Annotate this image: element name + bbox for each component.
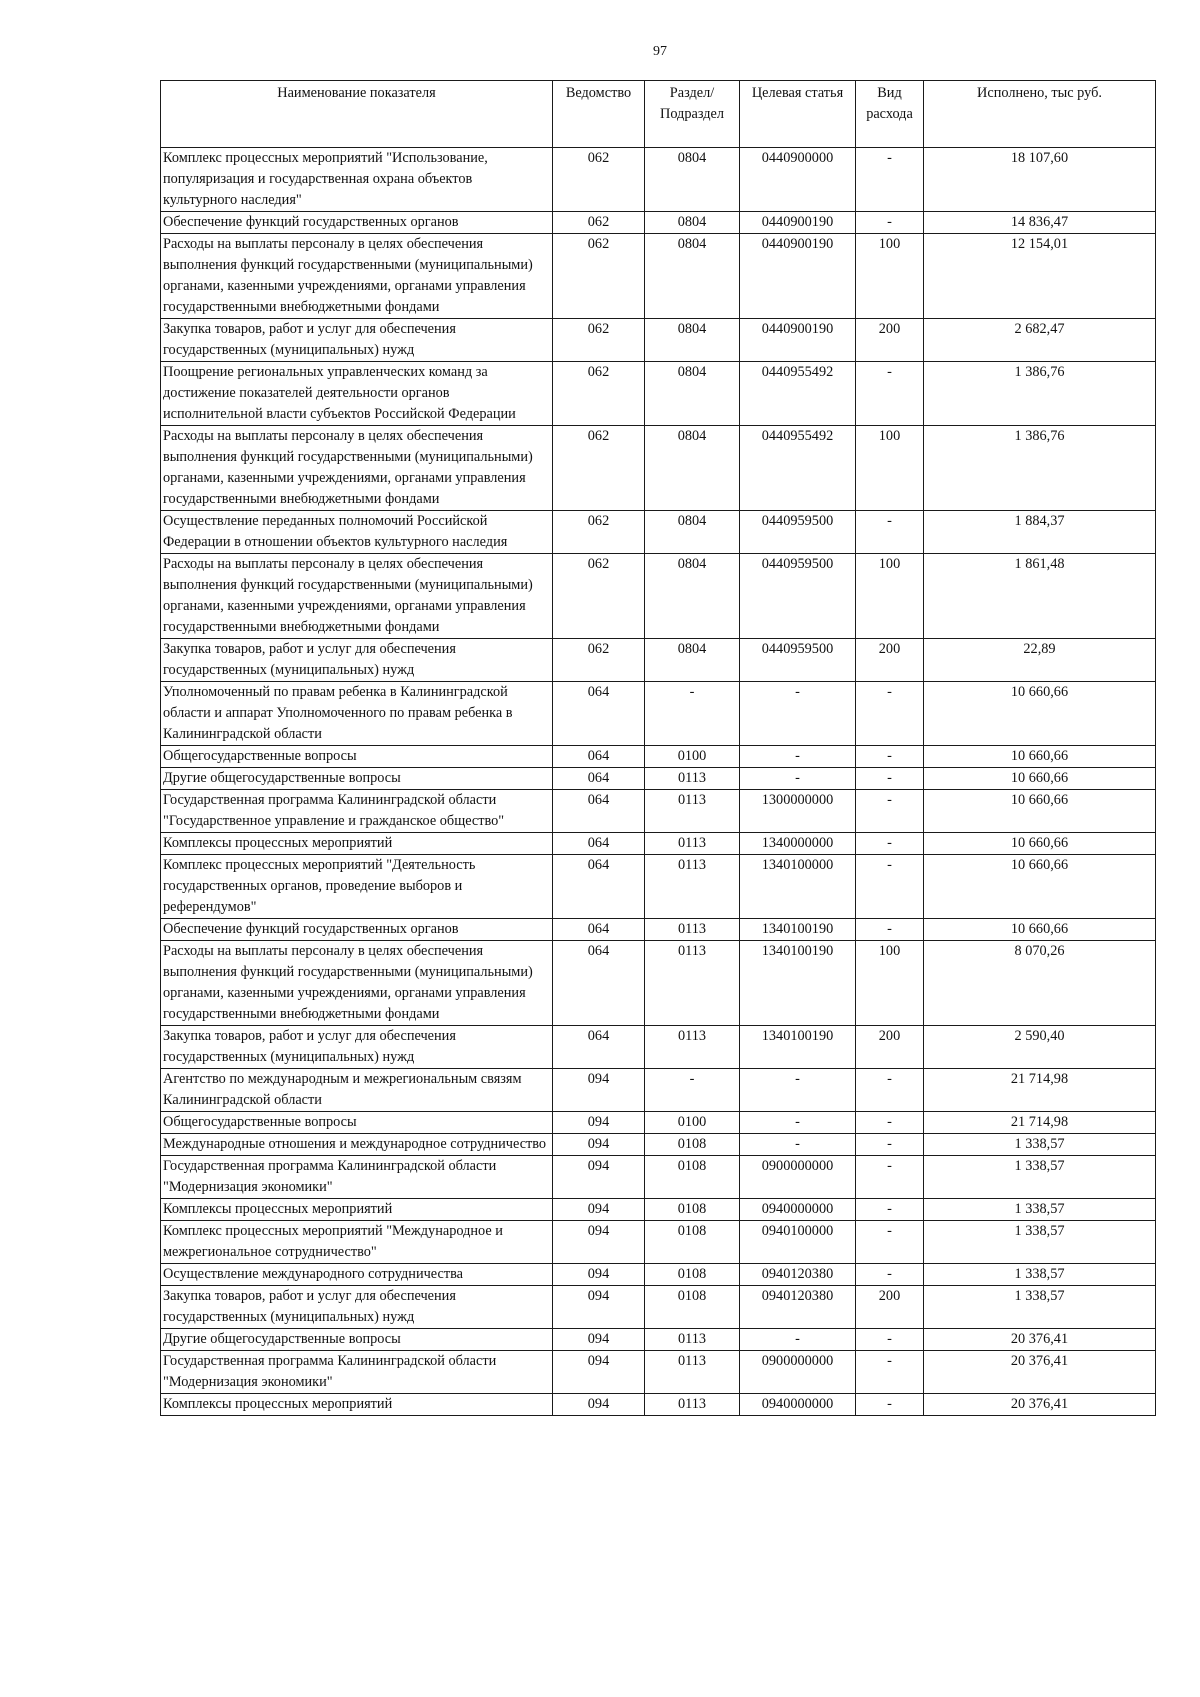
indicator-name-cell: Закупка товаров, работ и услуг для обеспечения государственных (муниципальных) нужд: [161, 639, 553, 682]
expense-type-cell: -: [856, 1221, 924, 1264]
section-code-cell: 0804: [645, 426, 740, 511]
section-code-cell: 0113: [645, 768, 740, 790]
executed-amount-cell: 1 338,57: [924, 1134, 1156, 1156]
department-code-cell: 062: [553, 362, 645, 426]
department-code-cell: 064: [553, 941, 645, 1026]
expense-type-cell: -: [856, 855, 924, 919]
table-row: [161, 212, 1156, 234]
executed-amount-cell: 1 338,57: [924, 1286, 1156, 1329]
indicator-name-cell: Комплекс процессных мероприятий "Использование, популяризация и государственная охрана объектов культурного наследия": [161, 148, 553, 212]
table-row: [161, 833, 1156, 855]
expense-type-cell: 100: [856, 426, 924, 511]
executed-amount-cell: 12 154,01: [924, 234, 1156, 319]
indicator-name-cell: Другие общегосударственные вопросы: [161, 768, 553, 790]
section-code-cell: 0113: [645, 790, 740, 833]
indicator-name-cell: Осуществление международного сотрудничества: [161, 1264, 553, 1286]
indicator-name-cell: Общегосударственные вопросы: [161, 746, 553, 768]
indicator-name-cell: Международные отношения и международное сотрудничество: [161, 1134, 553, 1156]
department-code-cell: 062: [553, 511, 645, 554]
expense-type-cell: -: [856, 746, 924, 768]
expense-type-cell: 200: [856, 1286, 924, 1329]
section-code-cell: 0804: [645, 212, 740, 234]
section-code-cell: 0100: [645, 746, 740, 768]
expense-type-cell: -: [856, 790, 924, 833]
department-code-cell: 094: [553, 1351, 645, 1394]
target-item-cell: -: [740, 768, 856, 790]
section-code-cell: 0100: [645, 1112, 740, 1134]
table-row: [161, 682, 1156, 746]
table-body: [161, 148, 1156, 1416]
table-row: [161, 1351, 1156, 1394]
target-item-cell: 1340100190: [740, 1026, 856, 1069]
table-row: [161, 1199, 1156, 1221]
department-code-cell: 062: [553, 148, 645, 212]
header-executed-amount: Исполнено, тыс руб.: [924, 81, 1156, 148]
table-row: [161, 941, 1156, 1026]
executed-amount-cell: 14 836,47: [924, 212, 1156, 234]
executed-amount-cell: 22,89: [924, 639, 1156, 682]
executed-amount-cell: 10 660,66: [924, 682, 1156, 746]
department-code-cell: 094: [553, 1199, 645, 1221]
section-code-cell: 0113: [645, 919, 740, 941]
executed-amount-cell: 1 884,37: [924, 511, 1156, 554]
table-row: [161, 1134, 1156, 1156]
indicator-name-cell: Обеспечение функций государственных органов: [161, 212, 553, 234]
target-item-cell: 1300000000: [740, 790, 856, 833]
target-item-cell: 0440959500: [740, 639, 856, 682]
expense-type-cell: 200: [856, 639, 924, 682]
expense-type-cell: -: [856, 833, 924, 855]
table-row: [161, 1394, 1156, 1416]
header-row: [161, 81, 1156, 148]
section-code-cell: 0804: [645, 639, 740, 682]
section-code-cell: -: [645, 682, 740, 746]
table-row: [161, 768, 1156, 790]
executed-amount-cell: 1 338,57: [924, 1221, 1156, 1264]
target-item-cell: -: [740, 1112, 856, 1134]
table-row: [161, 855, 1156, 919]
department-code-cell: 064: [553, 682, 645, 746]
section-code-cell: 0108: [645, 1264, 740, 1286]
executed-amount-cell: 21 714,98: [924, 1112, 1156, 1134]
section-code-cell: 0108: [645, 1156, 740, 1199]
section-code-cell: 0804: [645, 234, 740, 319]
expense-type-cell: 100: [856, 234, 924, 319]
section-code-cell: 0113: [645, 1026, 740, 1069]
expense-type-cell: -: [856, 362, 924, 426]
indicator-name-cell: Закупка товаров, работ и услуг для обеспечения государственных (муниципальных) нужд: [161, 1026, 553, 1069]
expense-type-cell: -: [856, 511, 924, 554]
indicator-name-cell: Комплекс процессных мероприятий "Деятельность государственных органов, проведение выборов и референдумов": [161, 855, 553, 919]
target-item-cell: -: [740, 1069, 856, 1112]
indicator-name-cell: Поощрение региональных управленческих команд за достижение показателей деятельности органов исполнительной власти субъектов Российской Федерации: [161, 362, 553, 426]
department-code-cell: 094: [553, 1264, 645, 1286]
target-item-cell: -: [740, 1329, 856, 1351]
section-code-cell: 0113: [645, 833, 740, 855]
executed-amount-cell: 20 376,41: [924, 1351, 1156, 1394]
header-expense-type: Вид расхода: [856, 81, 924, 148]
table-row: [161, 1221, 1156, 1264]
executed-amount-cell: 2 590,40: [924, 1026, 1156, 1069]
executed-amount-cell: 1 338,57: [924, 1156, 1156, 1199]
table-row: [161, 554, 1156, 639]
section-code-cell: 0113: [645, 855, 740, 919]
department-code-cell: 094: [553, 1221, 645, 1264]
department-code-cell: 094: [553, 1134, 645, 1156]
target-item-cell: 0440900190: [740, 319, 856, 362]
target-item-cell: -: [740, 682, 856, 746]
table-row: [161, 362, 1156, 426]
department-code-cell: 094: [553, 1112, 645, 1134]
indicator-name-cell: Закупка товаров, работ и услуг для обеспечения государственных (муниципальных) нужд: [161, 319, 553, 362]
executed-amount-cell: 10 660,66: [924, 833, 1156, 855]
department-code-cell: 094: [553, 1156, 645, 1199]
target-item-cell: -: [740, 746, 856, 768]
expense-type-cell: 100: [856, 941, 924, 1026]
executed-amount-cell: 1 861,48: [924, 554, 1156, 639]
header-target-item: Целевая статья: [740, 81, 856, 148]
table-row: [161, 1264, 1156, 1286]
executed-amount-cell: 10 660,66: [924, 919, 1156, 941]
target-item-cell: 0440900190: [740, 234, 856, 319]
indicator-name-cell: Комплексы процессных мероприятий: [161, 1199, 553, 1221]
target-item-cell: 0940100000: [740, 1221, 856, 1264]
target-item-cell: 0440955492: [740, 362, 856, 426]
section-code-cell: 0804: [645, 319, 740, 362]
section-code-cell: 0108: [645, 1199, 740, 1221]
budget-execution-table: [160, 80, 1156, 1416]
department-code-cell: 064: [553, 746, 645, 768]
expense-type-cell: -: [856, 1199, 924, 1221]
indicator-name-cell: Осуществление переданных полномочий Российской Федерации в отношении объектов культурного наследия: [161, 511, 553, 554]
executed-amount-cell: 21 714,98: [924, 1069, 1156, 1112]
target-item-cell: 0440959500: [740, 554, 856, 639]
expense-type-cell: -: [856, 1264, 924, 1286]
section-code-cell: 0108: [645, 1286, 740, 1329]
department-code-cell: 062: [553, 234, 645, 319]
section-code-cell: -: [645, 1069, 740, 1112]
department-code-cell: 094: [553, 1329, 645, 1351]
expense-type-cell: -: [856, 1329, 924, 1351]
executed-amount-cell: 10 660,66: [924, 790, 1156, 833]
expense-type-cell: -: [856, 148, 924, 212]
section-code-cell: 0113: [645, 1351, 740, 1394]
department-code-cell: 062: [553, 319, 645, 362]
indicator-name-cell: Комплекс процессных мероприятий "Международное и межрегиональное сотрудничество": [161, 1221, 553, 1264]
executed-amount-cell: 20 376,41: [924, 1394, 1156, 1416]
table-row: [161, 234, 1156, 319]
department-code-cell: 062: [553, 554, 645, 639]
indicator-name-cell: Государственная программа Калининградской области "Государственное управление и гражданское общество": [161, 790, 553, 833]
indicator-name-cell: Агентство по международным и межрегиональным связям Калининградской области: [161, 1069, 553, 1112]
table-row: [161, 319, 1156, 362]
expense-type-cell: -: [856, 1394, 924, 1416]
table-row: [161, 1156, 1156, 1199]
section-code-cell: 0113: [645, 1329, 740, 1351]
table-row: [161, 639, 1156, 682]
expense-type-cell: -: [856, 768, 924, 790]
table-row: [161, 1026, 1156, 1069]
department-code-cell: 064: [553, 919, 645, 941]
executed-amount-cell: 8 070,26: [924, 941, 1156, 1026]
table-row: [161, 1069, 1156, 1112]
expense-type-cell: -: [856, 1156, 924, 1199]
department-code-cell: 094: [553, 1286, 645, 1329]
executed-amount-cell: 10 660,66: [924, 746, 1156, 768]
expense-type-cell: -: [856, 1069, 924, 1112]
indicator-name-cell: Обеспечение функций государственных органов: [161, 919, 553, 941]
section-code-cell: 0108: [645, 1134, 740, 1156]
indicator-name-cell: Закупка товаров, работ и услуг для обеспечения государственных (муниципальных) нужд: [161, 1286, 553, 1329]
target-item-cell: 1340100190: [740, 941, 856, 1026]
expense-type-cell: 200: [856, 319, 924, 362]
header-department: Ведомство: [553, 81, 645, 148]
target-item-cell: 0900000000: [740, 1156, 856, 1199]
department-code-cell: 062: [553, 426, 645, 511]
department-code-cell: 062: [553, 212, 645, 234]
section-code-cell: 0113: [645, 1394, 740, 1416]
target-item-cell: 0440959500: [740, 511, 856, 554]
table-header: [161, 81, 1156, 148]
department-code-cell: 062: [553, 639, 645, 682]
target-item-cell: 1340100190: [740, 919, 856, 941]
department-code-cell: 064: [553, 790, 645, 833]
table-row: [161, 1112, 1156, 1134]
table-row: [161, 148, 1156, 212]
executed-amount-cell: 2 682,47: [924, 319, 1156, 362]
expense-type-cell: -: [856, 919, 924, 941]
page-number: 97: [653, 44, 667, 59]
target-item-cell: 0900000000: [740, 1351, 856, 1394]
indicator-name-cell: Общегосударственные вопросы: [161, 1112, 553, 1134]
table-row: [161, 426, 1156, 511]
header-indicator-name: Наименование показателя: [161, 81, 553, 148]
expense-type-cell: -: [856, 682, 924, 746]
target-item-cell: 0940000000: [740, 1199, 856, 1221]
target-item-cell: 1340100000: [740, 855, 856, 919]
section-code-cell: 0804: [645, 362, 740, 426]
expense-type-cell: 200: [856, 1026, 924, 1069]
executed-amount-cell: 1 386,76: [924, 426, 1156, 511]
section-code-cell: 0804: [645, 148, 740, 212]
target-item-cell: 0940000000: [740, 1394, 856, 1416]
department-code-cell: 064: [553, 768, 645, 790]
target-item-cell: 0440955492: [740, 426, 856, 511]
indicator-name-cell: Расходы на выплаты персоналу в целях обеспечения выполнения функций государственными (муниципальными) органами, казенными учреждениями, органами управления государственными внебюджетными фондами: [161, 234, 553, 319]
department-code-cell: 064: [553, 1026, 645, 1069]
indicator-name-cell: Расходы на выплаты персоналу в целях обеспечения выполнения функций государственными (муниципальными) органами, казенными учреждениями, органами управления государственными внебюджетными фондами: [161, 426, 553, 511]
indicator-name-cell: Комплексы процессных мероприятий: [161, 1394, 553, 1416]
executed-amount-cell: 20 376,41: [924, 1329, 1156, 1351]
target-item-cell: 0940120380: [740, 1264, 856, 1286]
indicator-name-cell: Уполномоченный по правам ребенка в Калининградской области и аппарат Уполномоченного по правам ребенка в Калининградской области: [161, 682, 553, 746]
table-row: [161, 919, 1156, 941]
section-code-cell: 0804: [645, 511, 740, 554]
table-row: [161, 790, 1156, 833]
header-section: Раздел/ Подраздел: [645, 81, 740, 148]
target-item-cell: 0440900190: [740, 212, 856, 234]
executed-amount-cell: 1 386,76: [924, 362, 1156, 426]
expense-type-cell: -: [856, 1112, 924, 1134]
executed-amount-cell: 1 338,57: [924, 1199, 1156, 1221]
executed-amount-cell: 1 338,57: [924, 1264, 1156, 1286]
expense-type-cell: 100: [856, 554, 924, 639]
executed-amount-cell: 10 660,66: [924, 768, 1156, 790]
section-code-cell: 0108: [645, 1221, 740, 1264]
expense-type-cell: -: [856, 1351, 924, 1394]
indicator-name-cell: Расходы на выплаты персоналу в целях обеспечения выполнения функций государственными (муниципальными) органами, казенными учреждениями, органами управления государственными внебюджетными фондами: [161, 554, 553, 639]
department-code-cell: 094: [553, 1069, 645, 1112]
section-code-cell: 0804: [645, 554, 740, 639]
department-code-cell: 064: [553, 855, 645, 919]
target-item-cell: 1340000000: [740, 833, 856, 855]
indicator-name-cell: Государственная программа Калининградской области "Модернизация экономики": [161, 1156, 553, 1199]
table-row: [161, 1329, 1156, 1351]
indicator-name-cell: Комплексы процессных мероприятий: [161, 833, 553, 855]
table-row: [161, 511, 1156, 554]
table-row: [161, 746, 1156, 768]
executed-amount-cell: 18 107,60: [924, 148, 1156, 212]
table-row: [161, 1286, 1156, 1329]
indicator-name-cell: Государственная программа Калининградской области "Модернизация экономики": [161, 1351, 553, 1394]
target-item-cell: 0440900000: [740, 148, 856, 212]
indicator-name-cell: Расходы на выплаты персоналу в целях обеспечения выполнения функций государственными (муниципальными) органами, казенными учреждениями, органами управления государственными внебюджетными фондами: [161, 941, 553, 1026]
expense-type-cell: -: [856, 1134, 924, 1156]
department-code-cell: 094: [553, 1394, 645, 1416]
target-item-cell: 0940120380: [740, 1286, 856, 1329]
target-item-cell: -: [740, 1134, 856, 1156]
section-code-cell: 0113: [645, 941, 740, 1026]
indicator-name-cell: Другие общегосударственные вопросы: [161, 1329, 553, 1351]
expense-type-cell: -: [856, 212, 924, 234]
department-code-cell: 064: [553, 833, 645, 855]
executed-amount-cell: 10 660,66: [924, 855, 1156, 919]
